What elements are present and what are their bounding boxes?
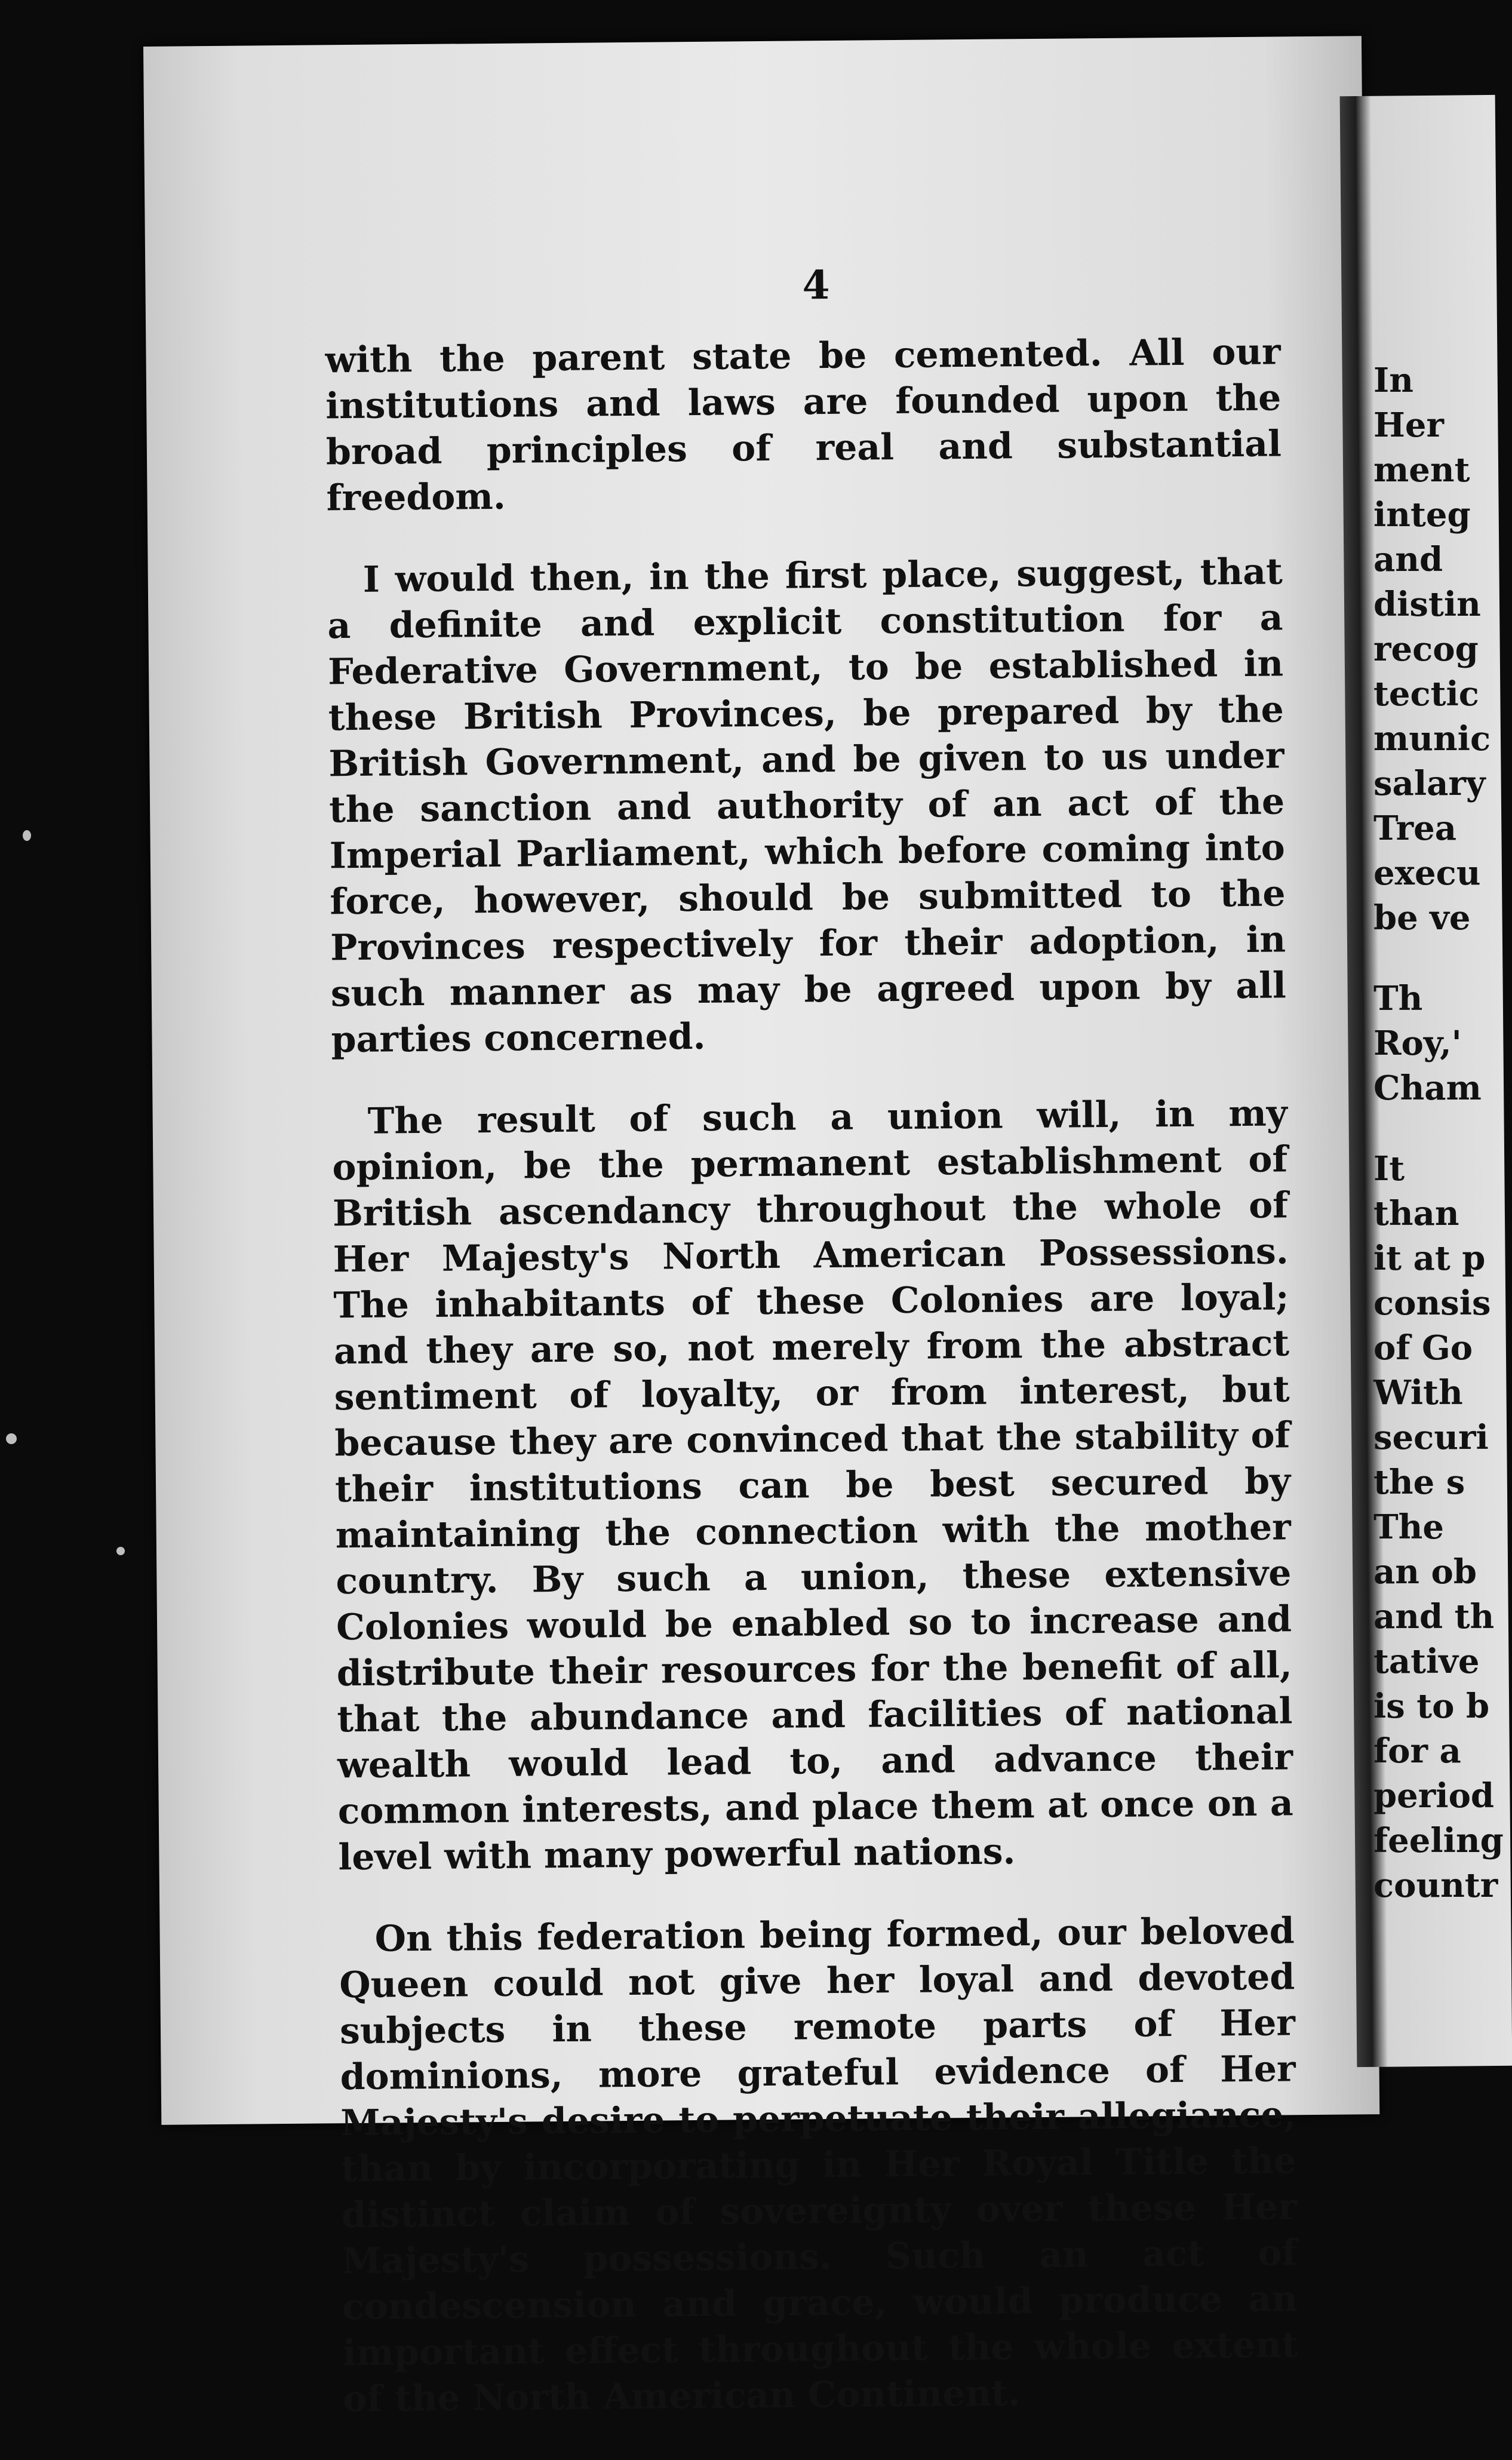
facing-line: and bbox=[1373, 540, 1443, 579]
facing-line: is to b bbox=[1373, 1687, 1490, 1726]
facing-line: ment bbox=[1373, 450, 1470, 490]
facing-line: recog bbox=[1373, 629, 1479, 669]
facing-line: tative bbox=[1373, 1642, 1480, 1681]
facing-line: an ob bbox=[1373, 1552, 1477, 1592]
facing-line: Her bbox=[1373, 406, 1445, 445]
facing-line: of Go bbox=[1373, 1328, 1473, 1368]
paragraph-1: with the parent state be cemented. All our institutions and laws are founded upon the broad principles of real and substantial freedom. bbox=[325, 331, 1282, 520]
scan-speck bbox=[23, 830, 31, 841]
paragraph-2: I would then, in the first place, suggest, that a definite and explicit constitution for a Federative Government, to be established in these British Provinces, be prepared by the British Government, and be given to us under the sanction and authority of an act of the Imperial Parliament, which before coming into force, however, should be submitted to the Provinces respectively for their adoption, in such manner as may be agreed upon by all parties concerned. bbox=[327, 551, 1287, 1061]
facing-line: tectic bbox=[1373, 674, 1479, 714]
facing-line: execu bbox=[1373, 853, 1481, 893]
facing-line: for a bbox=[1373, 1731, 1461, 1771]
facing-line: be ve bbox=[1373, 898, 1471, 938]
facing-line: the s bbox=[1373, 1463, 1465, 1502]
facing-line: salary bbox=[1373, 764, 1486, 803]
facing-line: feeling bbox=[1373, 1821, 1504, 1860]
page-number: 4 bbox=[802, 261, 830, 309]
facing-line: countr bbox=[1373, 1866, 1498, 1905]
paragraph-4: On this federation being formed, our beloved Queen could not give her loyal and devoted subjects in these remote parts of Her dominions, more grateful evidence of Her Majesty's desire to perpetuate their allegiance, than by incorporating in Her Royal Title the distinct claim of sovereignty over these Her Majesty's possessions. Such an act of condescension and grace, would produce an important effect throughout the whole extent of the North American Continent. bbox=[339, 1910, 1298, 2421]
body-text bbox=[325, 329, 1299, 2458]
facing-line: than bbox=[1373, 1194, 1459, 1233]
facing-line: it at p bbox=[1373, 1239, 1486, 1278]
facing-page-text bbox=[1373, 358, 1504, 1908]
facing-line: Cham bbox=[1373, 1068, 1482, 1108]
facing-line: Trea bbox=[1373, 809, 1457, 848]
left-page bbox=[143, 36, 1379, 2421]
facing-line: Roy,' bbox=[1373, 1024, 1462, 1063]
facing-line: and th bbox=[1373, 1597, 1495, 1636]
facing-line: securi bbox=[1373, 1418, 1489, 1457]
facing-line: It bbox=[1373, 1149, 1405, 1188]
facing-line: With bbox=[1373, 1373, 1463, 1412]
paragraph-3: The result of such a union will, in my opinion, be the permanent establishment of British ascendancy throughout the whole of Her Majesty's North American Possessions. The inhabitants of these Colonies are loyal; and they are so, not merely from the abstract sentiment of loyalty, or from interest, but because they are convinced that the stability of their institutions can be best secured by maintaining the connection with the mother country. By such a union, these extensive Colonies would be enabled so to increase and distribute their resources for the benefit of all, that the abundance and facilities of national wealth would lead to, and advance their common interests, and place them at once on a level with many powerful nations. bbox=[332, 1092, 1294, 1879]
facing-line: distin bbox=[1373, 585, 1481, 624]
scan-speck bbox=[116, 1547, 125, 1555]
facing-line: integ bbox=[1373, 495, 1471, 535]
facing-line: Th bbox=[1373, 979, 1423, 1018]
facing-line: In bbox=[1373, 361, 1413, 400]
facing-line: period bbox=[1373, 1776, 1495, 1816]
facing-line: munic bbox=[1373, 719, 1491, 758]
facing-line: consis bbox=[1373, 1283, 1491, 1323]
scan-speck bbox=[6, 1433, 17, 1444]
facing-line: The bbox=[1373, 1507, 1445, 1547]
